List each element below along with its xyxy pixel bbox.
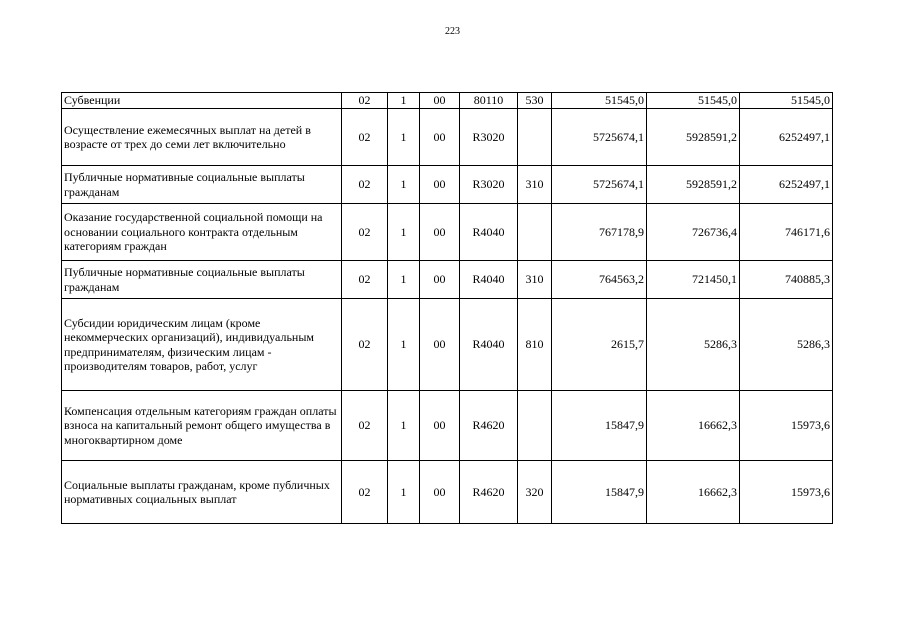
code-direction: R4040 <box>460 299 518 391</box>
code-section: 02 <box>342 166 388 204</box>
row-name: Субвенции <box>62 93 342 109</box>
code-expense-type <box>518 109 552 166</box>
value-year-3: 6252497,1 <box>740 166 833 204</box>
table-row <box>62 261 833 299</box>
code-program: 1 <box>388 204 420 261</box>
code-expense-type <box>518 391 552 461</box>
table-row <box>62 93 833 109</box>
value-year-2: 726736,4 <box>647 204 740 261</box>
table-row <box>62 391 833 461</box>
table-row <box>62 166 833 204</box>
row-name: Публичные нормативные социальные выплаты гражданам <box>62 166 342 204</box>
table-row <box>62 299 833 391</box>
value-year-1: 15847,9 <box>552 461 647 524</box>
code-subprogram: 00 <box>420 261 460 299</box>
value-year-3: 746171,6 <box>740 204 833 261</box>
code-program: 1 <box>388 261 420 299</box>
code-direction: R4040 <box>460 204 518 261</box>
value-year-1: 5725674,1 <box>552 166 647 204</box>
code-direction: R4040 <box>460 261 518 299</box>
code-subprogram: 00 <box>420 93 460 109</box>
value-year-1: 5725674,1 <box>552 109 647 166</box>
value-year-2: 5286,3 <box>647 299 740 391</box>
value-year-3: 15973,6 <box>740 461 833 524</box>
code-program: 1 <box>388 109 420 166</box>
table-row <box>62 461 833 524</box>
code-program: 1 <box>388 391 420 461</box>
value-year-2: 721450,1 <box>647 261 740 299</box>
budget-table <box>61 92 833 524</box>
code-section: 02 <box>342 461 388 524</box>
code-section: 02 <box>342 204 388 261</box>
code-direction: R4620 <box>460 391 518 461</box>
code-expense-type: 810 <box>518 299 552 391</box>
code-subprogram: 00 <box>420 299 460 391</box>
code-section: 02 <box>342 391 388 461</box>
row-name: Субсидии юридическим лицам (кроме некоммерческих организаций), индивидуальным предпринимателям, физическим лицам - производителям товаров, работ, услуг <box>62 299 342 391</box>
code-section: 02 <box>342 109 388 166</box>
code-program: 1 <box>388 461 420 524</box>
code-section: 02 <box>342 261 388 299</box>
value-year-3: 740885,3 <box>740 261 833 299</box>
code-section: 02 <box>342 93 388 109</box>
value-year-3: 6252497,1 <box>740 109 833 166</box>
table-row <box>62 204 833 261</box>
table-row <box>62 109 833 166</box>
code-direction: R4620 <box>460 461 518 524</box>
page-number: 223 <box>445 26 460 37</box>
value-year-2: 51545,0 <box>647 93 740 109</box>
value-year-2: 16662,3 <box>647 391 740 461</box>
code-direction: 80110 <box>460 93 518 109</box>
row-name: Публичные нормативные социальные выплаты гражданам <box>62 261 342 299</box>
value-year-2: 16662,3 <box>647 461 740 524</box>
row-name: Социальные выплаты гражданам, кроме публичных нормативных социальных выплат <box>62 461 342 524</box>
row-name: Осуществление ежемесячных выплат на детей в возрасте от трех до семи лет включительно <box>62 109 342 166</box>
value-year-1: 764563,2 <box>552 261 647 299</box>
code-expense-type: 320 <box>518 461 552 524</box>
value-year-2: 5928591,2 <box>647 166 740 204</box>
value-year-1: 51545,0 <box>552 93 647 109</box>
code-expense-type: 310 <box>518 166 552 204</box>
value-year-2: 5928591,2 <box>647 109 740 166</box>
row-name: Компенсация отдельным категориям граждан оплаты взноса на капитальный ремонт общего имущества в многоквартирном доме <box>62 391 342 461</box>
code-direction: R3020 <box>460 109 518 166</box>
value-year-3: 15973,6 <box>740 391 833 461</box>
code-subprogram: 00 <box>420 391 460 461</box>
code-subprogram: 00 <box>420 204 460 261</box>
value-year-1: 767178,9 <box>552 204 647 261</box>
code-subprogram: 00 <box>420 166 460 204</box>
code-direction: R3020 <box>460 166 518 204</box>
code-program: 1 <box>388 93 420 109</box>
row-name: Оказание государственной социальной помощи на основании социального контракта отдельным категориям граждан <box>62 204 342 261</box>
value-year-1: 15847,9 <box>552 391 647 461</box>
code-program: 1 <box>388 166 420 204</box>
value-year-1: 2615,7 <box>552 299 647 391</box>
value-year-3: 5286,3 <box>740 299 833 391</box>
code-expense-type <box>518 204 552 261</box>
code-section: 02 <box>342 299 388 391</box>
code-expense-type: 310 <box>518 261 552 299</box>
code-program: 1 <box>388 299 420 391</box>
code-subprogram: 00 <box>420 109 460 166</box>
code-expense-type: 530 <box>518 93 552 109</box>
value-year-3: 51545,0 <box>740 93 833 109</box>
code-subprogram: 00 <box>420 461 460 524</box>
